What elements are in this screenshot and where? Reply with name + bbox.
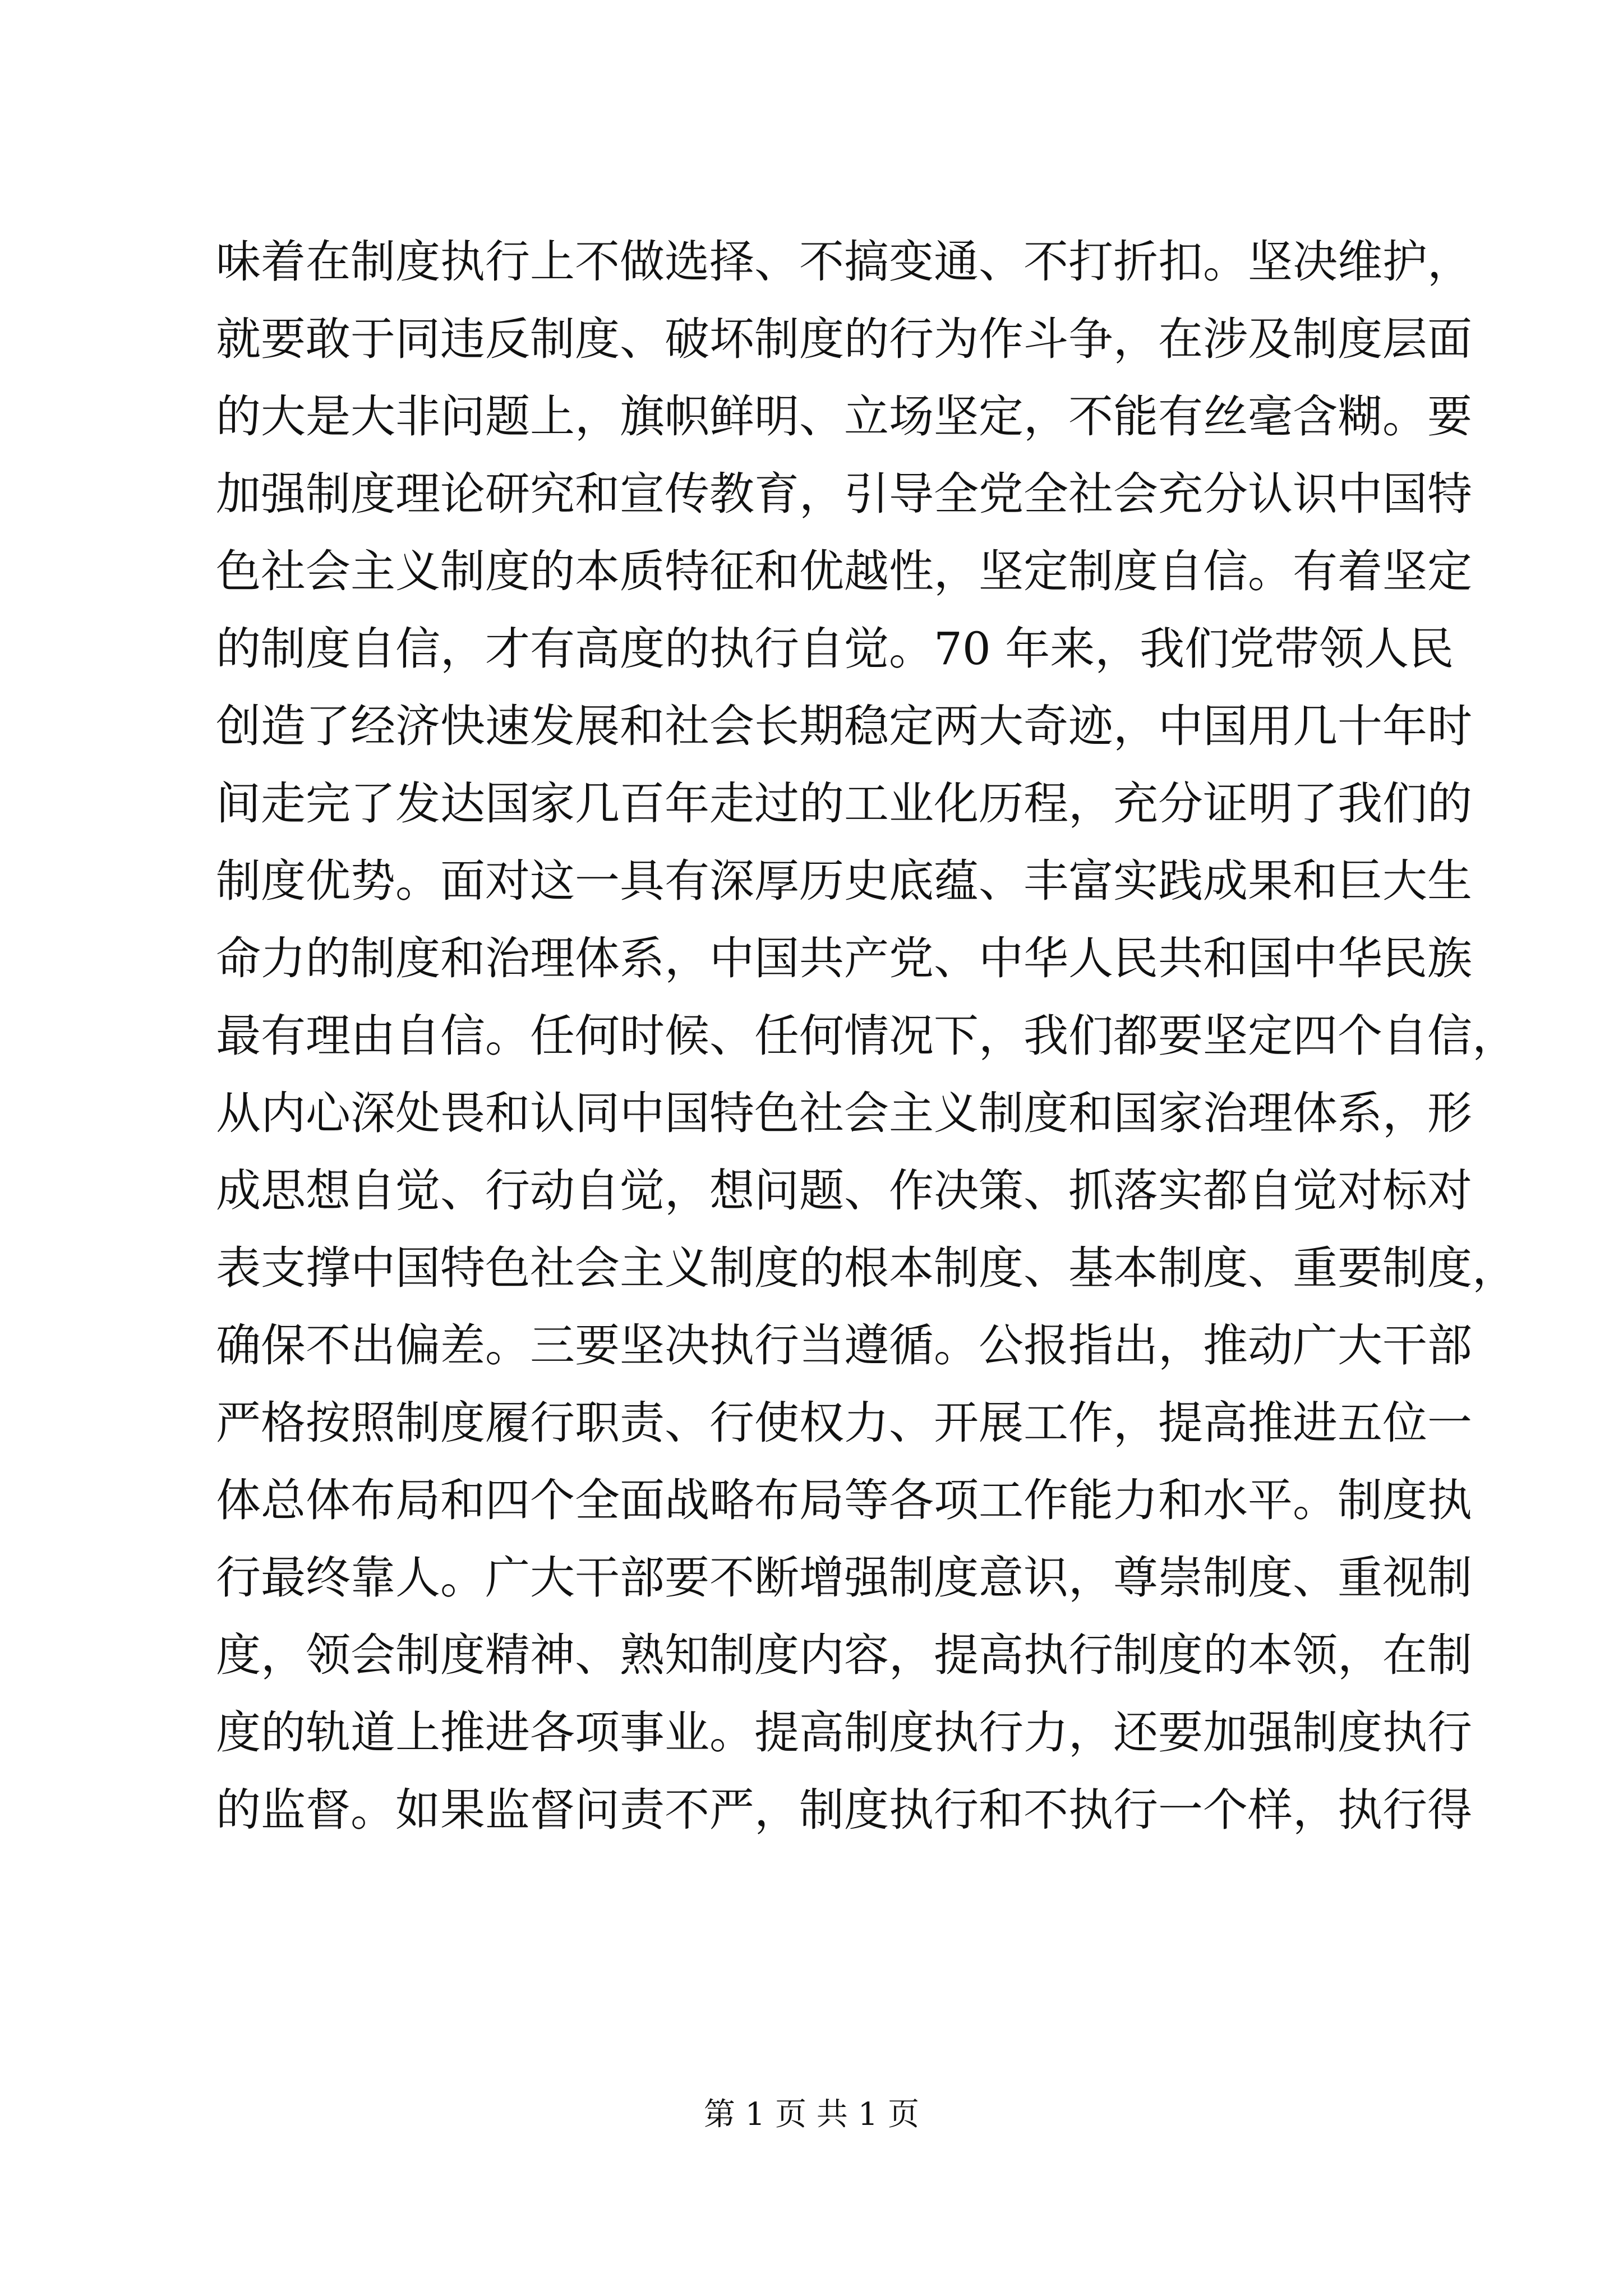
text-line: 创造了经济快速发展和社会长期稳定两大奇迹，中国用几十年时 (216, 700, 1472, 752)
text-line: 就要敢于同违反制度、破坏制度的行为作斗争，在涉及制度层面 (216, 313, 1472, 365)
text-line: 体总体布局和四个全面战略布局等各项工作能力和水平。制度执 (216, 1474, 1472, 1526)
body-text (216, 223, 1517, 1849)
text-line: 色社会主义制度的本质特征和优越性，坚定制度自信。有着坚定 (216, 545, 1472, 597)
text-line: 制度优势。面对这一具有深厚历史底蕴、丰富实践成果和巨大生 (216, 855, 1472, 907)
text-line: 味着在制度执行上不做选择、不搞变通、不打折扣。坚决维护， (216, 236, 1472, 288)
text-line: 加强制度理论研究和宣传教育，引导全党全社会充分认识中国特 (216, 468, 1472, 520)
text-line: 度，领会制度精神、熟知制度内容，提高执行制度的本领，在制 (216, 1629, 1472, 1681)
text-line: 的大是大非问题上，旗帜鲜明、立场坚定，不能有丝毫含糊。要 (216, 390, 1472, 443)
text-line: 行最终靠人。广大干部要不断增强制度意识，尊崇制度、重视制 (216, 1552, 1472, 1604)
text-line: 度的轨道上推进各项事业。提高制度执行力，还要加强制度执行 (216, 1706, 1472, 1759)
text-line: 严格按照制度履行职责、行使权力、开展工作，提高推进五位一 (216, 1397, 1472, 1449)
text-line: 命力的制度和治理体系，中国共产党、中华人民共和国中华民族 (216, 932, 1472, 984)
text-line: 从内心深处畏和认同中国特色社会主义制度和国家治理体系，形 (216, 1087, 1472, 1139)
text-line: 间走完了发达国家几百年走过的工业化历程，充分证明了我们的 (216, 777, 1472, 830)
text-line: 最有理由自信。任何时候、任何情况下，我们都要坚定四个自信， (216, 1010, 1517, 1062)
page-footer: 第 1 页 共 1 页 (703, 2096, 920, 2133)
text-line: 表支撑中国特色社会主义制度的根本制度、基本制度、重要制度， (216, 1242, 1517, 1294)
text-line: 成思想自觉、行动自觉，想问题、作决策、抓落实都自觉对标对 (216, 1165, 1472, 1217)
text-line: 确保不出偏差。三要坚决执行当遵循。公报指出，推动广大干部 (216, 1319, 1472, 1372)
text-line: 的监督。如果监督问责不严，制度执行和不执行一个样，执行得 (216, 1784, 1472, 1836)
text-line: 的制度自信，才有高度的执行自觉。70 年来，我们党带领人民 (216, 623, 1454, 675)
